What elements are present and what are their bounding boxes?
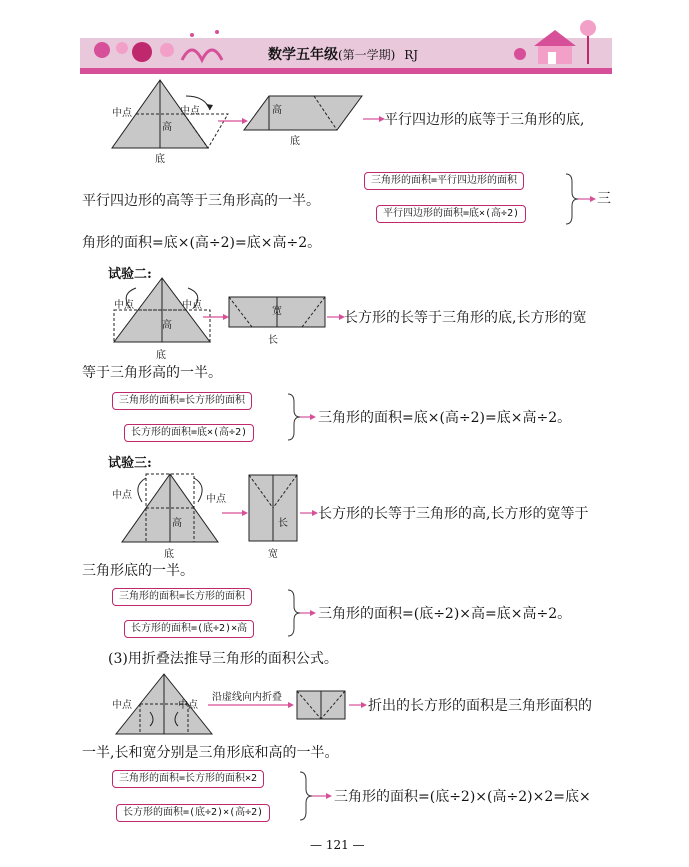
exp3-text-line2: 三角形底的一半。	[82, 563, 194, 579]
exp3-result: 三角形的面积=(底÷2)×高=底×高÷2。	[318, 606, 572, 622]
exp1-text-line3: 角形的面积=底×(高÷2)=底×高÷2。	[82, 235, 322, 251]
exp2-fig1-midpoint-right: 中点	[182, 300, 202, 311]
exp2-fig2-width: 宽	[272, 306, 282, 317]
exp3-fig1-base: 底	[164, 549, 174, 560]
part3-arrow-label: 沿虚线向内折叠	[212, 692, 282, 703]
exp2-brace	[288, 392, 318, 444]
exp1-formula-box-2: 平行四边形的面积=底×(高÷2)	[376, 205, 526, 223]
exp3-fig1-height: 高	[172, 518, 182, 529]
exp3-text-line1: 长方形的长等于三角形的高,长方形的宽等于	[318, 506, 589, 522]
exp2-formula-box-2: 长方形的面积=底×(高÷2)	[124, 424, 254, 442]
exp2-fig2-length: 长	[268, 335, 278, 346]
exp2-fig1-height: 高	[162, 320, 172, 331]
page-header-title: 数学五年级(第一学期) RJ	[268, 47, 419, 63]
exp1-fig1-base: 底	[155, 154, 165, 165]
exp1-text-line2: 平行四边形的高等于三角形高的一半。	[82, 193, 320, 209]
exp2-fig1-midpoint-left: 中点	[114, 300, 134, 311]
exp2-text-line1: 长方形的长等于三角形的底,长方形的宽	[344, 310, 587, 326]
header-decoration-right	[510, 14, 610, 70]
exp3-triangle-figure	[120, 472, 220, 546]
exp1-parallelogram-figure	[244, 94, 364, 134]
exp2-text-line2: 等于三角形高的一半。	[82, 365, 222, 381]
exp3-fig1-midpoint-left: 中点	[112, 490, 132, 501]
part3-brace	[300, 770, 334, 824]
part3-formula-box-2: 长方形的面积=(底÷2)×(高÷2)	[116, 804, 270, 822]
exp3-rectangle-figure	[248, 474, 300, 544]
part3-result: 三角形的面积=(底÷2)×(高÷2)×2=底×	[334, 789, 591, 805]
exp3-brace	[288, 588, 318, 640]
exp2-arrow-1	[203, 314, 229, 320]
part3-formula-box-1: 三角形的面积=长方形的面积×2	[112, 770, 264, 788]
part3-fig1-midpoint-right: 中点	[178, 700, 198, 711]
exp2-fig1-base: 底	[156, 350, 166, 361]
exp1-fig2-height: 高	[272, 105, 282, 116]
exp3-formula-box-1: 三角形的面积=长方形的面积	[112, 588, 252, 606]
exp2-arrow-2	[327, 314, 345, 320]
exp1-fig2-base: 底	[290, 136, 300, 147]
exp1-fig1-midpoint-right: 中点	[180, 106, 200, 117]
exp1-formula-box-1: 三角形的面积=平行四边形的面积	[364, 172, 524, 190]
exp2-triangle-figure	[112, 276, 212, 348]
exp2-heading: 试验二:	[108, 267, 152, 282]
exp1-text-line1: 平行四边形的底等于三角形的底,	[384, 112, 585, 128]
exp2-result: 三角形的面积=底×(高÷2)=底×高÷2。	[318, 410, 572, 426]
exp3-fig1-midpoint-right: 中点	[206, 494, 226, 505]
exp1-result-tail: 三	[597, 191, 611, 207]
part3-arrow-2	[349, 702, 367, 708]
page-number: — 121 —	[310, 838, 365, 852]
exp2-formula-box-1: 三角形的面积=长方形的面积	[112, 392, 252, 410]
part3-arrow-1	[208, 702, 294, 708]
exp3-heading: 试验三:	[108, 456, 152, 471]
exp3-fig2-length: 长	[278, 518, 288, 529]
exp1-fig1-height: 高	[162, 122, 172, 133]
header-decoration-left	[82, 20, 242, 70]
part3-text-line1: 折出的长方形的面积是三角形面积的	[368, 698, 592, 714]
part3-fig1-midpoint-left: 中点	[112, 700, 132, 711]
exp1-brace	[566, 172, 596, 226]
exp1-arrow-2	[363, 116, 385, 122]
exp3-arrow-1	[222, 510, 248, 516]
exp3-fig2-width: 宽	[268, 549, 278, 560]
part3-rectangle-figure	[296, 690, 348, 722]
part3-title: (3)用折叠法推导三角形的面积公式。	[108, 651, 338, 667]
exp1-fig1-midpoint-left: 中点	[112, 108, 132, 119]
part3-text-line2: 一半,长和宽分别是三角形底和高的一半。	[82, 745, 339, 761]
exp3-formula-box-2: 长方形的面积=(底÷2)×高	[124, 620, 254, 638]
exp3-arrow-2	[300, 510, 318, 516]
